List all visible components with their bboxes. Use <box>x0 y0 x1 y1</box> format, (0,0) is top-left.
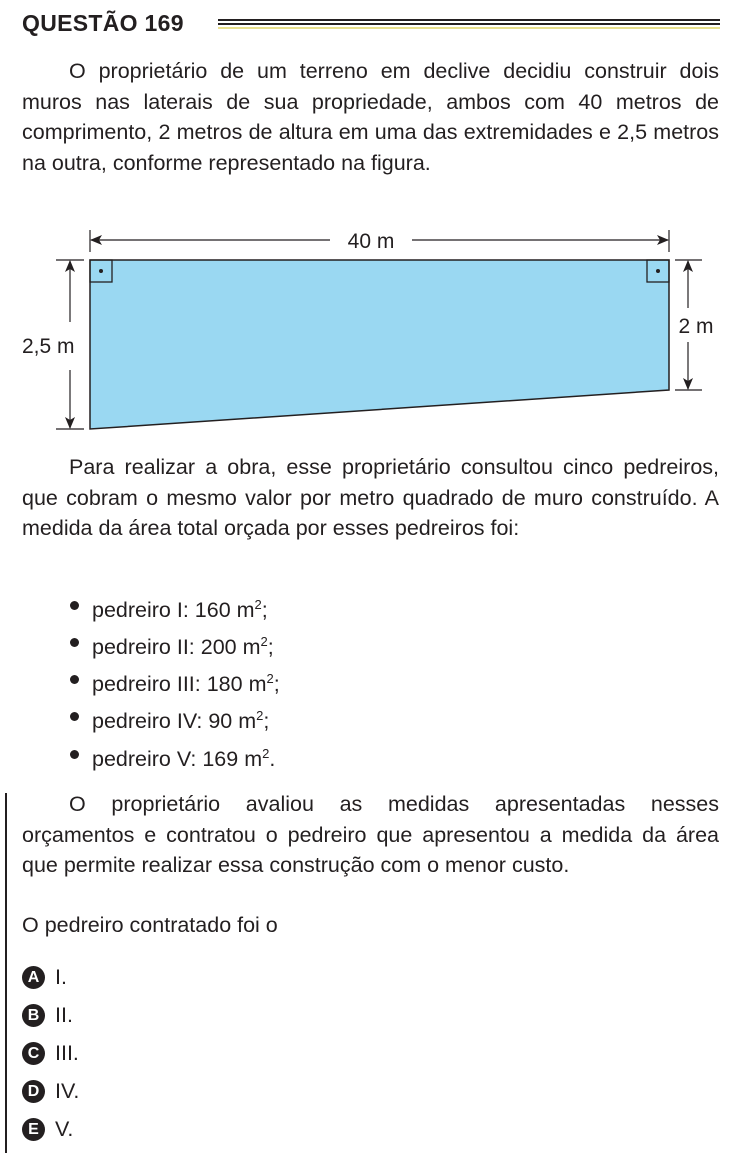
option-b[interactable] <box>22 996 79 1034</box>
option-letter-icon: E <box>22 1118 45 1141</box>
option-text: I. <box>55 965 67 989</box>
bullet-icon <box>70 675 79 684</box>
question-title: QUESTÃO 169 <box>22 10 184 36</box>
list-item: pedreiro I: 160 $m^2$; <box>70 589 280 626</box>
left-height-label: 2,5 m <box>22 335 75 358</box>
question-header <box>22 8 720 38</box>
option-text: III. <box>55 1041 79 1065</box>
list-item: pedreiro V: 169 $m^2$. <box>70 738 280 775</box>
budget-paragraph: Para realizar a obra, esse proprietário consultou cinco pedreiros, que cobram o mesmo valor por metro quadrado de muro construído. A medida da área total orçada por esses pedreiros foi: <box>22 455 719 540</box>
option-letter-icon: C <box>22 1042 45 1065</box>
bullet-icon <box>70 750 79 759</box>
option-d[interactable] <box>22 1072 79 1110</box>
bullet-icon <box>70 601 79 610</box>
option-c[interactable] <box>22 1034 79 1072</box>
list-item: pedreiro III: 180 $m^2$; <box>70 663 280 700</box>
header-rule <box>218 19 720 28</box>
right-height-label: 2 m <box>678 315 714 338</box>
bullet-icon <box>70 712 79 721</box>
bullet-icon <box>70 638 79 647</box>
statement-paragraph: O proprietário de um terreno em declive decidiu construir dois muros nas laterais de sua propriedade, ambos com 40 metros de comprimento, 2 metros de altura em uma das extremidades e 2,5 metros na outra, conforme representado na figura. <box>22 59 719 175</box>
length-label: 40 m <box>347 230 395 253</box>
option-text: IV. <box>55 1079 80 1103</box>
option-text: II. <box>55 1003 73 1027</box>
option-a[interactable] <box>22 958 79 996</box>
question-prompt: O pedreiro contratado foi o <box>22 913 278 937</box>
option-text: V. <box>55 1117 74 1141</box>
margin-bar <box>5 793 7 1153</box>
option-letter-icon: A <box>22 966 45 989</box>
wall-shape <box>90 260 669 429</box>
option-e[interactable] <box>22 1110 79 1148</box>
list-item: pedreiro II: 200 $m^2$; <box>70 626 280 663</box>
list-item: pedreiro IV: 90 $m^2$; <box>70 700 280 737</box>
option-letter-icon: D <box>22 1080 45 1103</box>
budget-list <box>70 589 280 775</box>
decision-paragraph: O proprietário avaliou as medidas apresentadas nesses orçamentos e contratou o pedreiro que apresentou a medida da área que permite realizar essa construção com o menor custo. <box>22 792 719 877</box>
wall-figure <box>0 222 740 438</box>
option-letter-icon: B <box>22 1004 45 1027</box>
answer-options <box>22 958 79 1148</box>
